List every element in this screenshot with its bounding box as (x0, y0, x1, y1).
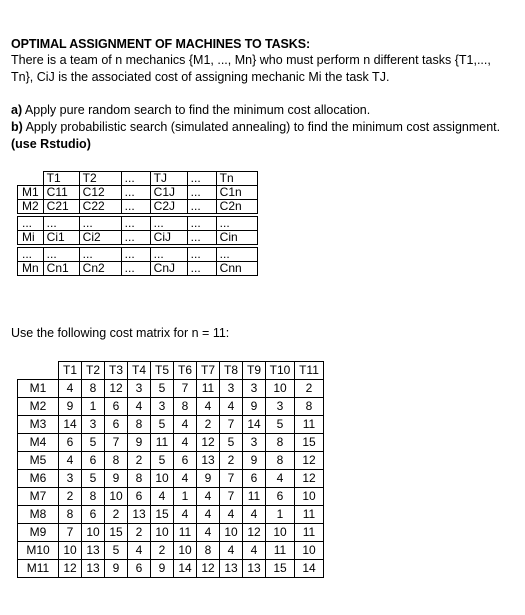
schema-cell: ... (121, 217, 150, 231)
schema-cell: ... (121, 231, 150, 245)
schema-row-label: M2 (18, 200, 44, 214)
schema-header-cell: TJ (150, 172, 187, 186)
schema-cell: C12 (79, 186, 121, 200)
schema-header-cell: T2 (79, 172, 121, 186)
matrix-cell: 4 (128, 542, 151, 560)
schema-cell: ... (121, 248, 150, 262)
matrix-cell: 8 (174, 398, 197, 416)
matrix-row-label: M5 (18, 452, 59, 470)
schema-cell: CiJ (150, 231, 187, 245)
matrix-cell: 6 (105, 398, 128, 416)
schema-cell: Cn2 (79, 262, 121, 276)
matrix-cell: 3 (243, 434, 266, 452)
matrix-cell: 4 (59, 380, 82, 398)
matrix-cell: 10 (266, 380, 295, 398)
matrix-cell: 3 (82, 416, 105, 434)
matrix-cell: 2 (128, 452, 151, 470)
matrix-cell: 4 (243, 542, 266, 560)
matrix-cell: 14 (59, 416, 82, 434)
matrix-cell: 10 (59, 542, 82, 560)
matrix-cell: 9 (128, 434, 151, 452)
matrix-cell: 3 (128, 380, 151, 398)
matrix-cell: 6 (59, 434, 82, 452)
matrix-cell: 4 (220, 398, 243, 416)
matrix-row-label: M8 (18, 506, 59, 524)
matrix-row-label: M3 (18, 416, 59, 434)
matrix-header-cell: T4 (128, 362, 151, 380)
matrix-cell: 2 (220, 452, 243, 470)
schema-cell: ... (187, 248, 216, 262)
matrix-cell: 9 (197, 470, 220, 488)
matrix-cell: 11 (174, 524, 197, 542)
matrix-header-cell: T2 (82, 362, 105, 380)
matrix-cell: 7 (174, 380, 197, 398)
matrix-cell: 7 (105, 434, 128, 452)
matrix-cell: 11 (295, 524, 324, 542)
matrix-cell: 2 (295, 380, 324, 398)
matrix-cell: 5 (82, 434, 105, 452)
schema-cell: Cn1 (43, 262, 79, 276)
matrix-row-label: M4 (18, 434, 59, 452)
matrix-cell: 12 (105, 380, 128, 398)
schema-header-cell: ... (187, 172, 216, 186)
matrix-cell: 11 (243, 488, 266, 506)
matrix-cell: 10 (266, 524, 295, 542)
matrix-cell: 10 (295, 542, 324, 560)
schema-cell: ... (187, 231, 216, 245)
matrix-cell: 4 (174, 506, 197, 524)
matrix-cell: 7 (220, 470, 243, 488)
matrix-cell: 6 (82, 506, 105, 524)
matrix-cell: 8 (82, 488, 105, 506)
matrix-cell: 8 (128, 416, 151, 434)
matrix-cell: 9 (243, 398, 266, 416)
matrix-row (18, 560, 324, 578)
matrix-cell: 7 (59, 524, 82, 542)
matrix-cell: 2 (59, 488, 82, 506)
matrix-cell: 6 (128, 488, 151, 506)
matrix-cell: 4 (128, 398, 151, 416)
matrix-cell: 5 (105, 542, 128, 560)
matrix-cell: 10 (295, 488, 324, 506)
matrix-row-label: M1 (18, 380, 59, 398)
matrix-cell: 6 (266, 488, 295, 506)
matrix-cell: 4 (266, 470, 295, 488)
task-b (11, 120, 500, 134)
matrix-cell: 11 (266, 542, 295, 560)
matrix-header-cell: T10 (266, 362, 295, 380)
schema-cell: ... (216, 248, 257, 262)
matrix-cell: 13 (197, 452, 220, 470)
schema-cell: ... (43, 248, 79, 262)
matrix-cell: 9 (105, 560, 128, 578)
schema-row (18, 231, 258, 245)
matrix-cell: 11 (295, 416, 324, 434)
matrix-cell: 4 (174, 434, 197, 452)
schema-row (18, 248, 258, 262)
matrix-header-cell: T1 (59, 362, 82, 380)
matrix-corner (18, 362, 59, 380)
matrix-header-cell: T6 (174, 362, 197, 380)
schema-cell: ... (216, 217, 257, 231)
matrix-cell: 9 (243, 452, 266, 470)
matrix-intro: Use the following cost matrix for n = 11: (11, 326, 230, 340)
matrix-cell: 12 (243, 524, 266, 542)
schema-row-label: M1 (18, 186, 44, 200)
task-b-prefix: b) (11, 120, 23, 134)
matrix-cell: 6 (82, 452, 105, 470)
matrix-cell: 13 (128, 506, 151, 524)
matrix-cell: 10 (151, 470, 174, 488)
matrix-header-cell: T9 (243, 362, 266, 380)
matrix-row (18, 542, 324, 560)
matrix-cell: 15 (151, 506, 174, 524)
matrix-cell: 14 (295, 560, 324, 578)
matrix-cell: 5 (82, 470, 105, 488)
matrix-cell: 13 (82, 560, 105, 578)
matrix-cell: 4 (243, 506, 266, 524)
matrix-row-label: M10 (18, 542, 59, 560)
task-c: (use Rstudio) (11, 137, 91, 151)
matrix-cell: 5 (266, 416, 295, 434)
task-a (11, 103, 370, 117)
schema-row-label: Mi (18, 231, 44, 245)
matrix-row-label: M9 (18, 524, 59, 542)
matrix-cell: 6 (128, 560, 151, 578)
matrix-header-cell: T3 (105, 362, 128, 380)
task-a-text: Apply pure random search to find the minimum cost allocation. (22, 103, 371, 117)
matrix-cell: 3 (151, 398, 174, 416)
schema-cell: ... (43, 217, 79, 231)
matrix-cell: 2 (151, 542, 174, 560)
matrix-cell: 12 (59, 560, 82, 578)
matrix-cell: 10 (220, 524, 243, 542)
matrix-cell: 3 (266, 398, 295, 416)
schema-cell: C1J (150, 186, 187, 200)
matrix-row (18, 398, 324, 416)
matrix-row-label: M11 (18, 560, 59, 578)
schema-header-cell: ... (121, 172, 150, 186)
matrix-header-cell: T8 (220, 362, 243, 380)
schema-cell: ... (121, 186, 150, 200)
schema-cell: ... (121, 200, 150, 214)
matrix-cell: 1 (174, 488, 197, 506)
schema-cell: ... (121, 262, 150, 276)
matrix-row (18, 470, 324, 488)
matrix-cell: 4 (151, 488, 174, 506)
schema-row (18, 262, 258, 276)
matrix-cell: 13 (82, 542, 105, 560)
matrix-cell: 3 (220, 380, 243, 398)
matrix-cell: 4 (220, 506, 243, 524)
matrix-row (18, 380, 324, 398)
schema-row-label: ... (18, 217, 44, 231)
schema-cell: C11 (43, 186, 79, 200)
matrix-row (18, 488, 324, 506)
schema-cell: Cin (216, 231, 257, 245)
matrix-cell: 12 (295, 452, 324, 470)
matrix-row (18, 434, 324, 452)
matrix-row (18, 506, 324, 524)
matrix-cell: 6 (105, 416, 128, 434)
matrix-row-label: M7 (18, 488, 59, 506)
matrix-header-cell: T7 (197, 362, 220, 380)
matrix-cell: 4 (197, 506, 220, 524)
matrix-row (18, 416, 324, 434)
schema-cell: Ci2 (79, 231, 121, 245)
schema-row (18, 217, 258, 231)
matrix-cell: 4 (174, 416, 197, 434)
schema-cell: C2J (150, 200, 187, 214)
matrix-cell: 8 (197, 542, 220, 560)
matrix-cell: 10 (82, 524, 105, 542)
schema-cell: C2n (216, 200, 257, 214)
schema-cell: C22 (79, 200, 121, 214)
matrix-cell: 2 (197, 416, 220, 434)
matrix-cell: 8 (105, 452, 128, 470)
schema-header-cell: Tn (216, 172, 257, 186)
matrix-cell: 10 (151, 524, 174, 542)
matrix-row-label: M2 (18, 398, 59, 416)
schema-cell: ... (150, 248, 187, 262)
schema-row (18, 186, 258, 200)
matrix-row (18, 524, 324, 542)
matrix-cell: 12 (197, 560, 220, 578)
schema-row-label: ... (18, 248, 44, 262)
matrix-cell: 6 (174, 452, 197, 470)
document-title: OPTIMAL ASSIGNMENT OF MACHINES TO TASKS: (11, 37, 311, 51)
schema-corner (18, 172, 44, 186)
matrix-cell: 10 (105, 488, 128, 506)
matrix-cell: 13 (220, 560, 243, 578)
matrix-header-cell: T11 (295, 362, 324, 380)
matrix-cell: 4 (220, 542, 243, 560)
matrix-cell: 3 (243, 380, 266, 398)
matrix-cell: 11 (151, 434, 174, 452)
schema-cell: ... (187, 262, 216, 276)
matrix-cell: 9 (59, 398, 82, 416)
matrix-cell: 11 (295, 506, 324, 524)
matrix-cell: 15 (105, 524, 128, 542)
matrix-header-cell: T5 (151, 362, 174, 380)
task-b-text: Apply probabilistic search (simulated annealing) to find the minimum cost assignment. (22, 120, 501, 134)
matrix-cell: 10 (174, 542, 197, 560)
schema-row-label: Mn (18, 262, 44, 276)
matrix-cell: 8 (59, 506, 82, 524)
matrix-cell: 4 (59, 452, 82, 470)
cost-matrix-table (17, 361, 324, 578)
matrix-cell: 15 (266, 560, 295, 578)
matrix-header-row (18, 362, 324, 380)
schema-cell: ... (79, 217, 121, 231)
matrix-cell: 15 (295, 434, 324, 452)
matrix-cell: 5 (151, 380, 174, 398)
matrix-cell: 5 (151, 452, 174, 470)
matrix-cell: 13 (243, 560, 266, 578)
matrix-cell: 9 (105, 470, 128, 488)
matrix-body (18, 380, 324, 578)
matrix-cell: 3 (59, 470, 82, 488)
schema-cell: Cnn (216, 262, 257, 276)
schema-cell: CnJ (150, 262, 187, 276)
matrix-cell: 8 (266, 452, 295, 470)
matrix-cell: 1 (266, 506, 295, 524)
matrix-cell: 2 (128, 524, 151, 542)
matrix-cell: 6 (243, 470, 266, 488)
schema-header-row (18, 172, 258, 186)
schema-cell: Ci1 (43, 231, 79, 245)
task-a-prefix: a) (11, 103, 23, 117)
matrix-cell: 14 (174, 560, 197, 578)
matrix-cell: 4 (174, 470, 197, 488)
matrix-cell: 7 (220, 416, 243, 434)
schema-cell: ... (187, 186, 216, 200)
matrix-row (18, 452, 324, 470)
matrix-cell: 7 (220, 488, 243, 506)
matrix-cell: 9 (151, 560, 174, 578)
schema-cell: ... (79, 248, 121, 262)
schema-cell: C1n (216, 186, 257, 200)
matrix-cell: 4 (197, 524, 220, 542)
matrix-cell: 1 (82, 398, 105, 416)
matrix-cell: 4 (197, 398, 220, 416)
schematic-cost-table (17, 171, 258, 276)
matrix-cell: 5 (220, 434, 243, 452)
schema-cell: ... (150, 217, 187, 231)
intro-paragraph: There is a team of n mechanics {M1, ..., Mn} who must perform n different tasks {T1,..., Tn}, CiJ is the associated cost of assigning mechanic Mi the task TJ. (11, 53, 491, 84)
matrix-cell: 4 (197, 488, 220, 506)
matrix-cell: 12 (295, 470, 324, 488)
schema-cell: ... (187, 200, 216, 214)
matrix-cell: 11 (197, 380, 220, 398)
matrix-cell: 2 (105, 506, 128, 524)
matrix-cell: 8 (82, 380, 105, 398)
matrix-row-label: M6 (18, 470, 59, 488)
schema-row (18, 200, 258, 214)
matrix-cell: 14 (243, 416, 266, 434)
matrix-cell: 12 (197, 434, 220, 452)
schema-header-cell: T1 (43, 172, 79, 186)
schema-cell: ... (187, 217, 216, 231)
schema-cell: C21 (43, 200, 79, 214)
matrix-cell: 8 (295, 398, 324, 416)
matrix-cell: 5 (151, 416, 174, 434)
matrix-cell: 8 (128, 470, 151, 488)
matrix-cell: 8 (266, 434, 295, 452)
